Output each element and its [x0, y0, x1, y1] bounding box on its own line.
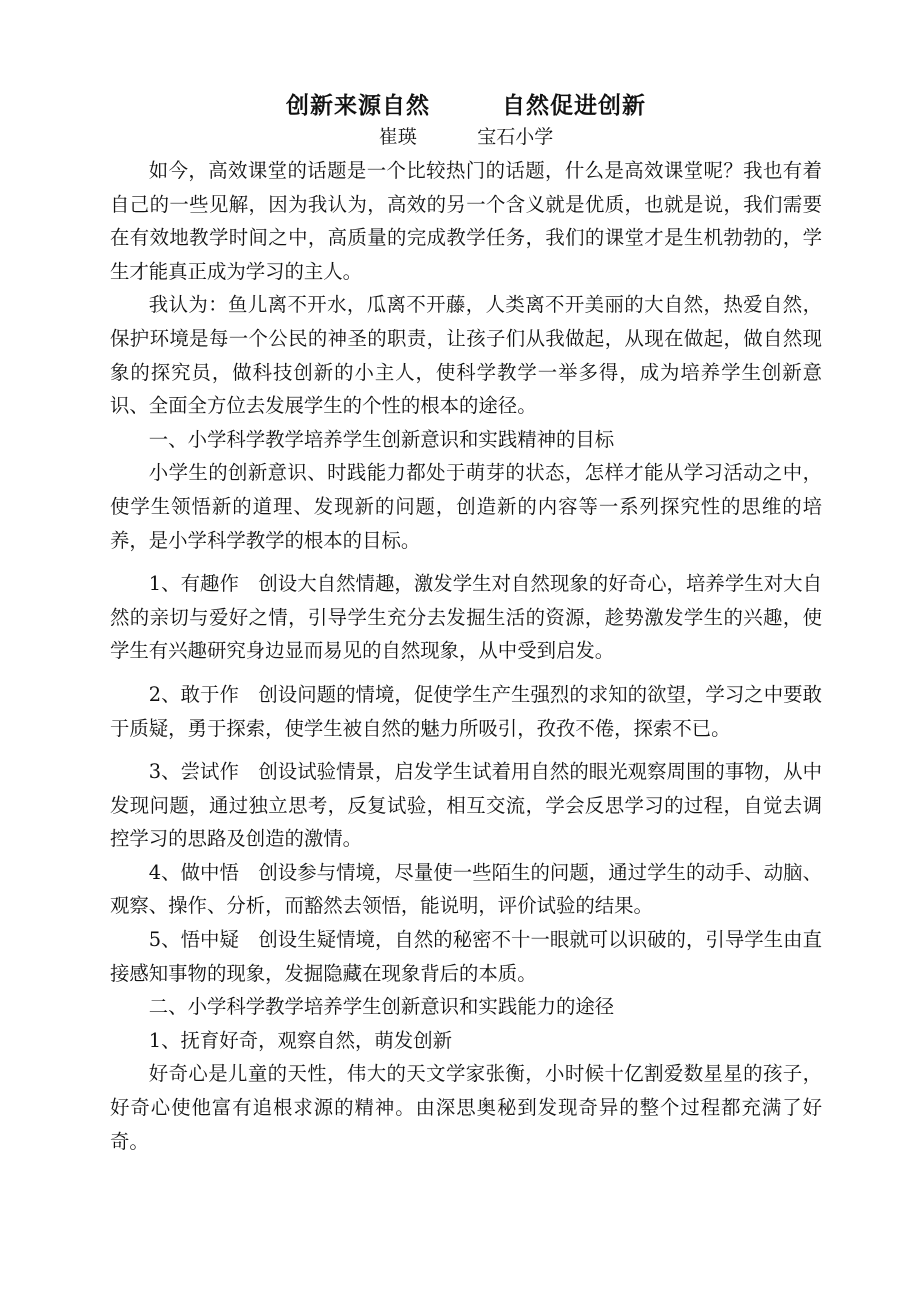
document-title: 创新来源自然 自然促进创新 — [285, 93, 647, 119]
paragraph-goals: 小学生的创新意识、时践能力都处于萌芽的状态，怎样才能从学习活动之中，使学生领悟新的道理、发现新的问题，创造新的内容等一系列探究性的思维的培养，是小学科学教学的根本的目标。 — [110, 461, 822, 552]
subheading-curiosity: 1、抚育好奇，观察自然，萌发创新 — [148, 1028, 452, 1052]
paragraph-intro: 如今，高效课堂的话题是一个比较热门的话题，什么是高效课堂呢？我也有着自己的一些见解，因为我认为，高效的另一个含义就是优质，也就是说，我们需要在有效地教学时间之中，高质量的完成教学任务，我们的课堂才是生机勃勃的，学生才能真正成为学习的主人。 — [110, 159, 822, 283]
section-heading-approaches: 二、小学科学教学培养学生创新意识和实践能力的途径 — [148, 995, 615, 1019]
list-item-question: 5、悟中疑 创设生疑情境，自然的秘密不十一眼就可以识破的，引导学生由直接感知事物的现象，发掘隐藏在现象背后的本质。 — [110, 928, 822, 985]
list-item-interest: 1、有趣作 创设大自然情趣，激发学生对自然现象的好奇心，培养学生对大自然的亲切与爱好之情，引导学生充分去发掘生活的资源，趁势激发学生的兴趣，使学生有兴趣研究身边显而易见的自然现象，从中受到启发。 — [110, 572, 822, 663]
author-byline: 崔瑛 宝石小学 — [378, 126, 554, 148]
list-item-learn-by-doing: 4、做中悟 创设参与情境，尽量使一些陌生的问题，通过学生的动手、动脑、观察、操作、分析，而豁然去领悟，能说明，评价试验的结果。 — [110, 860, 822, 918]
paragraph-opinion: 我认为：鱼儿离不开水，瓜离不开藤，人类离不开美丽的大自然，热爱自然，保护环境是每一个公民的神圣的职责，让孩子们从我做起，从现在做起，做自然现象的探究员，做科技创新的小主人，使科学教学一举多得，成为培养学生创新意识、全面全方位去发展学生的个性的根本的途径。 — [110, 293, 822, 418]
section-heading-goals: 一、小学科学教学培养学生创新意识和实践精神的目标 — [148, 427, 615, 451]
list-item-attempt: 3、尝试作 创设试验情景，启发学生试着用自然的眼光观察周围的事物，从中发现问题，通过独立思考，反复试验，相互交流，学会反思学习的过程，自觉去调控学习的思路及创造的激情。 — [110, 760, 822, 851]
list-item-courage: 2、敢于作 创设问题的情境，促使学生产生强烈的求知的欲望，学习之中要敢于质疑，勇于探索，使学生被自然的魅力所吸引，孜孜不倦，探索不已。 — [110, 682, 822, 740]
paragraph-curiosity: 好奇心是儿童的天性，伟大的天文学家张衡，小时候十亿割爱数星星的孩子，好奇心使他富有追根求源的精神。由深思奥秘到发现奇异的整个过程都充满了好奇。 — [110, 1062, 822, 1153]
document-page — [110, 90, 822, 1158]
